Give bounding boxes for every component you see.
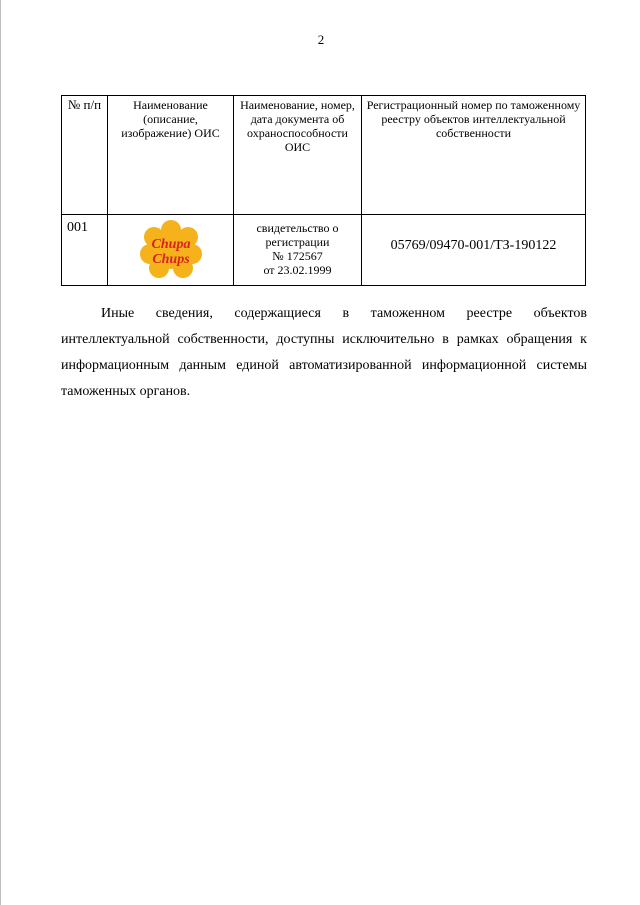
table-row <box>62 215 586 286</box>
header-reg-number: Регистрационный номер по таможенному реестру объектов интеллектуальной собственности <box>362 96 586 215</box>
row-number: 001 <box>62 215 108 286</box>
doc-line-2: регистрации <box>265 235 330 249</box>
header-number: № п/п <box>62 96 108 215</box>
logo-cell <box>108 215 234 286</box>
page-number: 2 <box>317 32 325 47</box>
registration-number: 05769/09470-001/ТЗ-190122 <box>362 215 586 286</box>
header-document: Наименование, номер, дата документа об охраноспособности ОИС <box>234 96 362 215</box>
table-header-row <box>62 96 586 215</box>
info-paragraph: Иные сведения, содержащиеся в таможенном реестре объектов интеллектуальной собственности, доступны исключительно в рамках обращения к информационным данным единой автоматизированной информационной системы таможенных органов. <box>61 306 587 399</box>
header-object-name: Наименование (описание, изображение) ОИС <box>108 96 234 215</box>
logo-text-line1: Chupa <box>151 236 190 252</box>
doc-line-3: № 172567 <box>272 249 323 263</box>
doc-line-1: свидетельство о <box>256 221 339 235</box>
logo-text-line2: Chups <box>151 251 190 267</box>
chupa-chups-logo <box>138 219 204 279</box>
ip-registry-table <box>61 95 586 286</box>
document-cell <box>234 215 362 286</box>
doc-line-4: от 23.02.1999 <box>263 263 332 277</box>
